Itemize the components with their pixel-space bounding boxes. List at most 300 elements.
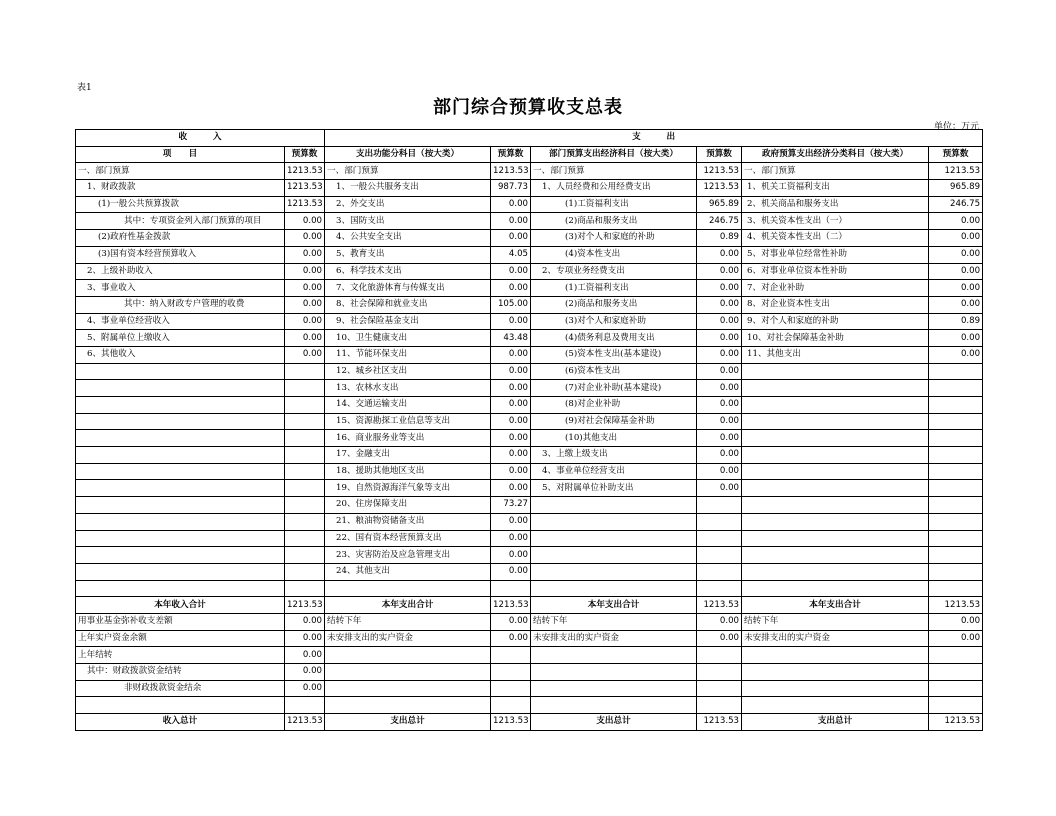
func-class-item-cell (325, 647, 491, 664)
dept-econ-budget-cell: 965.89 (697, 196, 742, 213)
dept-econ-item-cell: 本年支出合计 (531, 597, 697, 614)
income-budget-cell: 0.00 (285, 330, 325, 347)
dept-econ-budget-cell: 246.75 (697, 213, 742, 230)
income-budget-cell: 0.00 (285, 680, 325, 697)
income-budget-cell (285, 697, 325, 714)
col-header-budget: 预算数 (285, 146, 325, 163)
gov-econ-budget-cell: 0.00 (929, 280, 983, 297)
table-row (76, 330, 983, 347)
table-row (76, 680, 983, 697)
func-class-item-cell: 16、商业服务业等支出 (325, 430, 491, 447)
dept-econ-budget-cell: 1213.53 (697, 714, 742, 731)
gov-econ-budget-cell: 0.00 (929, 230, 983, 247)
gov-econ-item-cell (742, 547, 929, 564)
table-row (76, 580, 983, 597)
table-row (76, 563, 983, 580)
table-row (76, 480, 983, 497)
dept-econ-item-cell: (2)商品和服务支出 (531, 296, 697, 313)
table-row (76, 513, 983, 530)
table-row (76, 664, 983, 681)
gov-econ-budget-cell (929, 513, 983, 530)
func-class-item-cell: 10、卫生健康支出 (325, 330, 491, 347)
income-item-cell: 1、财政拨款 (76, 180, 285, 197)
func-class-item-cell: 22、国有资本经营预算支出 (325, 530, 491, 547)
func-class-budget-cell: 0.00 (491, 447, 531, 464)
dept-econ-item-cell: (1)工资福利支出 (531, 196, 697, 213)
func-class-item-cell: 未安排支出的实户资金 (325, 630, 491, 647)
income-item-cell: (2)政府性基金拨款 (76, 230, 285, 247)
dept-econ-item-cell (531, 680, 697, 697)
income-item-cell (76, 363, 285, 380)
gov-econ-item-cell: 4、机关资本性支出（二） (742, 230, 929, 247)
dept-econ-item-cell: 支出总计 (531, 714, 697, 731)
table-number-label: 表1 (77, 83, 92, 93)
func-class-budget-cell (491, 680, 531, 697)
gov-econ-item-cell: 本年支出合计 (742, 597, 929, 614)
table-row (76, 346, 983, 363)
column-header-row (76, 146, 983, 163)
func-class-budget-cell: 0.00 (491, 313, 531, 330)
dept-econ-budget-cell (697, 647, 742, 664)
gov-econ-item-cell (742, 647, 929, 664)
func-class-budget-cell: 0.00 (491, 513, 531, 530)
func-class-budget-cell: 0.00 (491, 547, 531, 564)
func-class-budget-cell (491, 647, 531, 664)
gov-econ-item-cell: 5、对事业单位经常性补助 (742, 246, 929, 263)
table-row (76, 497, 983, 514)
dept-econ-item-cell: 2、专项业务经费支出 (531, 263, 697, 280)
dept-econ-budget-cell: 0.00 (697, 330, 742, 347)
gov-econ-item-cell (742, 664, 929, 681)
unit-label: 单位：万元 (933, 122, 979, 132)
func-class-item-cell: 3、国防支出 (325, 213, 491, 230)
gov-econ-item-cell (742, 363, 929, 380)
gov-econ-item-cell (742, 397, 929, 414)
dept-econ-budget-cell: 0.00 (697, 380, 742, 397)
dept-econ-budget-cell: 0.00 (697, 363, 742, 380)
func-class-item-cell: 11、节能环保支出 (325, 346, 491, 363)
gov-econ-item-cell: 1、机关工资福利支出 (742, 180, 929, 197)
table-row (76, 613, 983, 630)
income-budget-cell (285, 447, 325, 464)
income-item-cell: 其中：财政拨款资金结转 (76, 664, 285, 681)
gov-econ-budget-cell (929, 413, 983, 430)
gov-econ-budget-cell: 0.00 (929, 613, 983, 630)
gov-econ-budget-cell: 0.00 (929, 330, 983, 347)
dept-econ-item-cell: (4)债务利息及费用支出 (531, 330, 697, 347)
table-row (76, 447, 983, 464)
total-row (76, 597, 983, 614)
income-budget-cell (285, 363, 325, 380)
income-item-cell (76, 530, 285, 547)
func-class-budget-cell: 0.00 (491, 196, 531, 213)
income-item-cell: (1)一般公共预算拨款 (76, 196, 285, 213)
gov-econ-budget-cell: 0.00 (929, 246, 983, 263)
income-budget-cell (285, 563, 325, 580)
func-class-budget-cell: 0.00 (491, 213, 531, 230)
table-row (76, 230, 983, 247)
func-class-budget-cell: 0.00 (491, 346, 531, 363)
dept-econ-item-cell: (5)资本性支出(基本建设) (531, 346, 697, 363)
gov-econ-budget-cell: 1213.53 (929, 597, 983, 614)
gov-econ-budget-cell (929, 697, 983, 714)
func-class-item-cell (325, 580, 491, 597)
dept-econ-item-cell: 1、人员经费和公用经费支出 (531, 180, 697, 197)
func-class-item-cell: 5、教育支出 (325, 246, 491, 263)
income-budget-cell: 0.00 (285, 346, 325, 363)
func-class-item-cell: 7、文化旅游体育与传媒支出 (325, 280, 491, 297)
gov-econ-budget-cell (929, 580, 983, 597)
income-budget-cell: 0.00 (285, 246, 325, 263)
income-item-cell (76, 480, 285, 497)
dept-econ-budget-cell: 0.00 (697, 480, 742, 497)
func-class-budget-cell: 0.00 (491, 263, 531, 280)
dept-econ-budget-cell: 1213.53 (697, 163, 742, 180)
dept-econ-item-cell (531, 547, 697, 564)
budget-table (75, 129, 983, 731)
income-item-cell: 本年收入合计 (76, 597, 285, 614)
func-class-budget-cell: 0.00 (491, 480, 531, 497)
func-class-item-cell: 23、灾害防治及应急管理支出 (325, 547, 491, 564)
gov-econ-budget-cell (929, 397, 983, 414)
dept-econ-item-cell: 3、上缴上级支出 (531, 447, 697, 464)
dept-econ-budget-cell: 0.00 (697, 280, 742, 297)
dept-econ-item-cell: (6)资本性支出 (531, 363, 697, 380)
func-class-budget-cell (491, 580, 531, 597)
func-class-item-cell: 本年支出合计 (325, 597, 491, 614)
dept-econ-budget-cell: 0.00 (697, 430, 742, 447)
func-class-budget-cell: 4.05 (491, 246, 531, 263)
func-class-budget-cell: 0.00 (491, 630, 531, 647)
func-class-item-cell: 17、金融支出 (325, 447, 491, 464)
gov-econ-item-cell: 2、机关商品和服务支出 (742, 196, 929, 213)
gov-econ-item-cell (742, 580, 929, 597)
dept-econ-item-cell: (1)工资福利支出 (531, 280, 697, 297)
dept-econ-budget-cell (697, 547, 742, 564)
income-item-cell (76, 447, 285, 464)
gov-econ-budget-cell: 246.75 (929, 196, 983, 213)
col-header-budget: 预算数 (491, 146, 531, 163)
col-header-budget: 预算数 (697, 146, 742, 163)
income-budget-cell: 1213.53 (285, 196, 325, 213)
func-class-item-cell: 13、农林水支出 (325, 380, 491, 397)
table-row (76, 213, 983, 230)
income-budget-cell: 0.00 (285, 647, 325, 664)
func-class-item-cell: 19、自然资源海洋气象等支出 (325, 480, 491, 497)
gov-econ-item-cell (742, 697, 929, 714)
income-budget-cell: 0.00 (285, 230, 325, 247)
income-item-cell: 3、事业收入 (76, 280, 285, 297)
income-budget-cell: 1213.53 (285, 597, 325, 614)
gov-econ-item-cell: 9、对个人和家庭的补助 (742, 313, 929, 330)
func-class-budget-cell: 0.00 (491, 397, 531, 414)
income-budget-cell: 0.00 (285, 664, 325, 681)
func-class-item-cell (325, 680, 491, 697)
income-item-cell: 其中：纳入财政专户管理的收费 (76, 296, 285, 313)
dept-econ-budget-cell (697, 530, 742, 547)
dept-econ-budget-cell: 0.00 (697, 246, 742, 263)
dept-econ-budget-cell: 0.89 (697, 230, 742, 247)
dept-econ-budget-cell (697, 664, 742, 681)
dept-econ-budget-cell: 1213.53 (697, 180, 742, 197)
gov-econ-budget-cell (929, 430, 983, 447)
gov-econ-budget-cell: 1213.53 (929, 163, 983, 180)
table-row (76, 430, 983, 447)
table-row (76, 163, 983, 180)
gov-econ-item-cell (742, 447, 929, 464)
income-budget-cell: 1213.53 (285, 180, 325, 197)
func-class-item-cell: 4、公共安全支出 (325, 230, 491, 247)
income-budget-cell (285, 497, 325, 514)
dept-econ-item-cell (531, 563, 697, 580)
table-row (76, 530, 983, 547)
table-row (76, 280, 983, 297)
income-item-cell: 6、其他收入 (76, 346, 285, 363)
gov-econ-budget-cell (929, 497, 983, 514)
dept-econ-item-cell: (10)其他支出 (531, 430, 697, 447)
income-item-cell: 2、上级补助收入 (76, 263, 285, 280)
func-class-item-cell: 24、其他支出 (325, 563, 491, 580)
table-row (76, 647, 983, 664)
func-class-item-cell (325, 697, 491, 714)
income-item-cell: 其中：专项资金列入部门预算的项目 (76, 213, 285, 230)
func-class-budget-cell: 0.00 (491, 530, 531, 547)
income-item-cell (76, 413, 285, 430)
dept-econ-budget-cell: 0.00 (697, 296, 742, 313)
gov-econ-item-cell: 6、对事业单位资本性补助 (742, 263, 929, 280)
dept-econ-budget-cell (697, 563, 742, 580)
expense-header: 支 出 (325, 130, 983, 147)
dept-econ-budget-cell (697, 680, 742, 697)
dept-econ-budget-cell: 0.00 (697, 313, 742, 330)
income-budget-cell (285, 480, 325, 497)
income-item-cell (76, 580, 285, 597)
dept-econ-item-cell: (2)商品和服务支出 (531, 213, 697, 230)
gov-econ-budget-cell: 0.00 (929, 346, 983, 363)
dept-econ-item-cell (531, 647, 697, 664)
func-class-item-cell: 8、社会保障和就业支出 (325, 296, 491, 313)
table-row (76, 413, 983, 430)
gov-econ-item-cell (742, 380, 929, 397)
income-item-cell: 5、附属单位上缴收入 (76, 330, 285, 347)
gov-econ-budget-cell: 0.89 (929, 313, 983, 330)
gov-econ-budget-cell (929, 680, 983, 697)
dept-econ-item-cell (531, 497, 697, 514)
income-item-cell: 上年结转 (76, 647, 285, 664)
gov-econ-budget-cell (929, 480, 983, 497)
gov-econ-budget-cell: 0.00 (929, 296, 983, 313)
gov-econ-item-cell (742, 430, 929, 447)
income-budget-cell: 1213.53 (285, 714, 325, 731)
func-class-budget-cell: 0.00 (491, 430, 531, 447)
dept-econ-budget-cell (697, 697, 742, 714)
income-item-cell: 4、事业单位经营收入 (76, 313, 285, 330)
func-class-budget-cell: 43.48 (491, 330, 531, 347)
func-class-item-cell: 9、社会保险基金支出 (325, 313, 491, 330)
table-row (76, 196, 983, 213)
dept-econ-budget-cell (697, 497, 742, 514)
income-item-cell: 一、部门预算 (76, 163, 285, 180)
income-item-cell (76, 397, 285, 414)
dept-econ-item-cell (531, 530, 697, 547)
section-header-row (76, 130, 983, 147)
income-budget-cell (285, 380, 325, 397)
gov-econ-item-cell (742, 497, 929, 514)
func-class-budget-cell: 0.00 (491, 413, 531, 430)
dept-econ-item-cell (531, 513, 697, 530)
gov-econ-budget-cell (929, 647, 983, 664)
gov-econ-budget-cell: 965.89 (929, 180, 983, 197)
table-row (76, 363, 983, 380)
dept-econ-budget-cell (697, 580, 742, 597)
income-item-cell (76, 513, 285, 530)
gov-econ-item-cell: 3、机关资本性支出（一） (742, 213, 929, 230)
gov-econ-item-cell: 支出总计 (742, 714, 929, 731)
dept-econ-budget-cell: 0.00 (697, 346, 742, 363)
income-item-cell (76, 547, 285, 564)
gov-econ-item-cell (742, 463, 929, 480)
table-row (76, 180, 983, 197)
func-class-budget-cell: 0.00 (491, 363, 531, 380)
gov-econ-item-cell: 一、部门预算 (742, 163, 929, 180)
dept-econ-budget-cell: 0.00 (697, 397, 742, 414)
dept-econ-budget-cell: 0.00 (697, 613, 742, 630)
income-item-cell: 非财政拨款资金结余 (76, 680, 285, 697)
dept-econ-item-cell (531, 580, 697, 597)
gov-econ-item-cell (742, 680, 929, 697)
gov-econ-budget-cell (929, 363, 983, 380)
dept-econ-item-cell: (9)对社会保障基金补助 (531, 413, 697, 430)
func-class-item-cell: 21、粮油物资储备支出 (325, 513, 491, 530)
gov-econ-budget-cell (929, 563, 983, 580)
income-budget-cell (285, 580, 325, 597)
dept-econ-item-cell: (4)资本性支出 (531, 246, 697, 263)
func-class-budget-cell: 1213.53 (491, 163, 531, 180)
income-budget-cell (285, 463, 325, 480)
income-budget-cell (285, 413, 325, 430)
dept-econ-item-cell: (8)对企业补助 (531, 397, 697, 414)
income-item-cell (76, 563, 285, 580)
gov-econ-item-cell (742, 413, 929, 430)
dept-econ-item-cell: (3)对个人和家庭补助 (531, 313, 697, 330)
dept-econ-budget-cell: 0.00 (697, 463, 742, 480)
gov-econ-budget-cell: 0.00 (929, 213, 983, 230)
income-budget-cell: 0.00 (285, 213, 325, 230)
income-item-cell: 用事业基金弥补收支差额 (76, 613, 285, 630)
gov-econ-budget-cell (929, 380, 983, 397)
dept-econ-item-cell: 5、对附属单位补助支出 (531, 480, 697, 497)
income-item-cell: 上年实户资金余额 (76, 630, 285, 647)
func-class-budget-cell (491, 697, 531, 714)
income-item-cell (76, 497, 285, 514)
income-budget-cell (285, 513, 325, 530)
gov-econ-item-cell (742, 530, 929, 547)
income-item-cell (76, 380, 285, 397)
func-class-budget-cell: 1213.53 (491, 597, 531, 614)
income-budget-cell: 0.00 (285, 630, 325, 647)
table-row (76, 296, 983, 313)
income-header: 收 入 (76, 130, 325, 147)
table-row (76, 697, 983, 714)
func-class-budget-cell: 0.00 (491, 463, 531, 480)
gov-econ-budget-cell (929, 530, 983, 547)
dept-econ-budget-cell: 0.00 (697, 630, 742, 647)
func-class-item-cell: 一、部门预算 (325, 163, 491, 180)
func-class-item-cell: 1、一般公共服务支出 (325, 180, 491, 197)
gov-econ-item-cell: 未安排支出的实户资金 (742, 630, 929, 647)
income-item-cell: (3)国有资本经营预算收入 (76, 246, 285, 263)
func-class-budget-cell: 0.00 (491, 563, 531, 580)
dept-econ-item-cell (531, 697, 697, 714)
col-header-gov-econ: 政府预算支出经济分类科目（按大类） (742, 146, 929, 163)
income-budget-cell: 0.00 (285, 280, 325, 297)
income-budget-cell: 0.00 (285, 296, 325, 313)
income-budget-cell: 0.00 (285, 613, 325, 630)
col-header-item: 项 目 (76, 146, 285, 163)
dept-econ-item-cell (531, 664, 697, 681)
func-class-budget-cell: 0.00 (491, 380, 531, 397)
func-class-item-cell: 2、外交支出 (325, 196, 491, 213)
gov-econ-item-cell: 7、对企业补助 (742, 280, 929, 297)
func-class-item-cell: 15、资源勘探工业信息等支出 (325, 413, 491, 430)
func-class-item-cell: 14、交通运输支出 (325, 397, 491, 414)
table-row (76, 463, 983, 480)
gov-econ-budget-cell: 0.00 (929, 263, 983, 280)
income-budget-cell (285, 530, 325, 547)
page-title: 部门综合预算收支总表 (433, 97, 623, 118)
col-header-budget: 预算数 (929, 146, 983, 163)
func-class-budget-cell: 73.27 (491, 497, 531, 514)
func-class-item-cell: 18、援助其他地区支出 (325, 463, 491, 480)
func-class-budget-cell: 105.00 (491, 296, 531, 313)
gov-econ-item-cell: 8、对企业资本性支出 (742, 296, 929, 313)
income-budget-cell (285, 547, 325, 564)
income-budget-cell: 0.00 (285, 313, 325, 330)
func-class-budget-cell (491, 664, 531, 681)
func-class-budget-cell: 987.73 (491, 180, 531, 197)
gov-econ-item-cell: 10、对社会保障基金补助 (742, 330, 929, 347)
gov-econ-budget-cell (929, 547, 983, 564)
table-row (76, 547, 983, 564)
income-item-cell: 收入总计 (76, 714, 285, 731)
dept-econ-item-cell: (3)对个人和家庭的补助 (531, 230, 697, 247)
func-class-item-cell (325, 664, 491, 681)
func-class-budget-cell: 0.00 (491, 280, 531, 297)
dept-econ-item-cell: 一、部门预算 (531, 163, 697, 180)
gov-econ-budget-cell (929, 463, 983, 480)
income-budget-cell (285, 430, 325, 447)
func-class-budget-cell: 1213.53 (491, 714, 531, 731)
func-class-item-cell: 12、城乡社区支出 (325, 363, 491, 380)
gov-econ-item-cell (742, 563, 929, 580)
func-class-item-cell: 6、科学技术支出 (325, 263, 491, 280)
gov-econ-item-cell (742, 513, 929, 530)
func-class-budget-cell: 0.00 (491, 230, 531, 247)
func-class-budget-cell: 0.00 (491, 613, 531, 630)
table-row (76, 630, 983, 647)
gov-econ-item-cell: 结转下年 (742, 613, 929, 630)
gov-econ-budget-cell: 1213.53 (929, 714, 983, 731)
dept-econ-budget-cell: 0.00 (697, 413, 742, 430)
dept-econ-item-cell: (7)对企业补助(基本建设) (531, 380, 697, 397)
func-class-item-cell: 支出总计 (325, 714, 491, 731)
gov-econ-budget-cell: 0.00 (929, 630, 983, 647)
dept-econ-item-cell: 4、事业单位经营支出 (531, 463, 697, 480)
income-budget-cell: 1213.53 (285, 163, 325, 180)
table-row (76, 397, 983, 414)
total-row (76, 714, 983, 731)
gov-econ-item-cell: 11、其他支出 (742, 346, 929, 363)
